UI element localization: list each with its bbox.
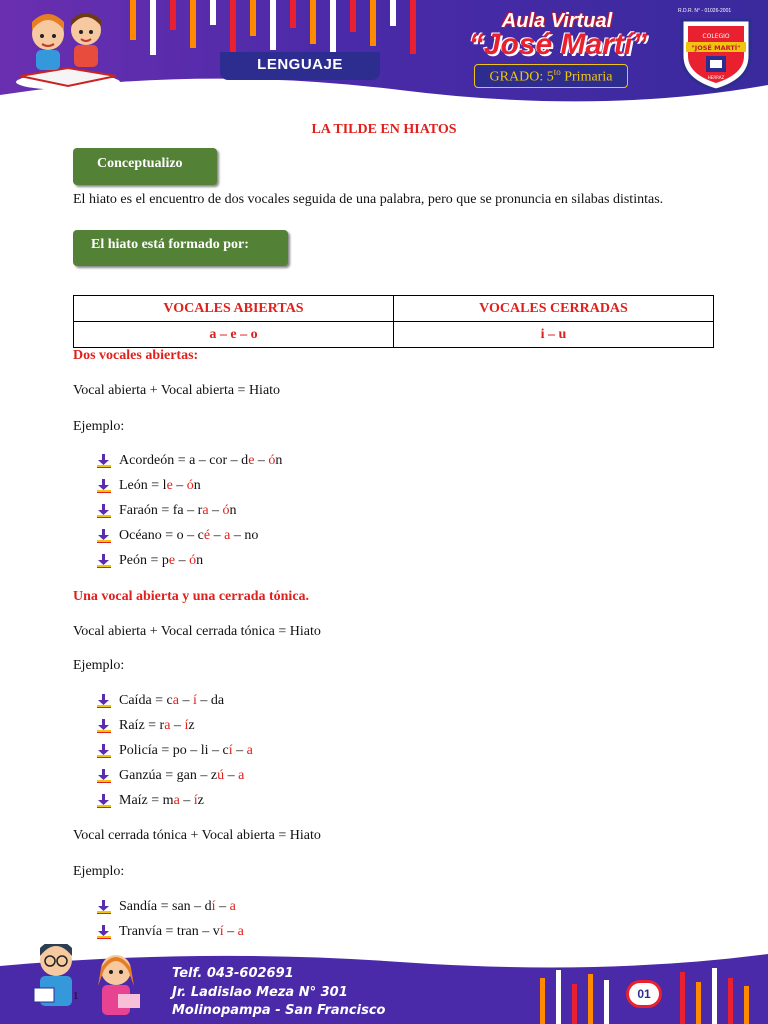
list-item-text: Acordeón = a – cor – de – ón	[119, 453, 283, 468]
list-item-text: Sandía = san – dí – a	[119, 899, 236, 914]
conceptualizo-label: Conceptualizo	[97, 156, 183, 171]
list-item	[97, 924, 244, 940]
arrow-bullet-icon	[97, 454, 111, 468]
page-number-badge	[626, 980, 662, 1008]
page-title: LA TILDE EN HIATOS	[311, 122, 457, 137]
list-item-text: Peón = pe – ón	[119, 553, 204, 568]
kids-footer-illustration	[20, 944, 160, 1024]
list-item	[97, 453, 282, 469]
list-item	[97, 899, 236, 915]
footer-district: Molinopampa - San Francisco	[172, 1003, 386, 1018]
school-crest-icon	[676, 16, 756, 92]
list-item	[97, 503, 237, 519]
school-name: “José Martí”	[468, 28, 648, 61]
list-item	[97, 478, 201, 494]
section1-heading: Dos vocales abiertas:	[73, 348, 199, 363]
svg-text:"JOSÉ MARTÍ": "JOSÉ MARTÍ"	[691, 44, 741, 52]
table-cell-cerradas: i – u	[394, 322, 714, 348]
list-item-text: Ganzúa = gan – zú – a	[119, 768, 245, 783]
table-header-abiertas: VOCALES ABIERTAS	[74, 296, 394, 322]
table-cell-abiertas: a – e – o	[74, 322, 394, 348]
definition-text: El hiato es el encuentro de dos vocales seguida de una palabra, pero que se pronuncia en silabas distintas.	[73, 192, 664, 207]
kids-reading-illustration	[8, 4, 128, 94]
section2-heading: Una vocal abierta y una cerrada tónica.	[73, 589, 310, 604]
arrow-bullet-icon	[97, 504, 111, 518]
formado-por-label: El hiato está formado por:	[91, 237, 249, 252]
list-item	[97, 793, 204, 809]
list-item	[97, 528, 258, 544]
formado-por-tag	[73, 230, 288, 266]
arrow-bullet-icon	[97, 794, 111, 808]
arrow-bullet-icon	[97, 925, 111, 939]
rdr-number: R.D.R. N° - 01026-2001	[678, 8, 732, 14]
list-item-text: Faraón = fa – ra – ón	[119, 503, 237, 518]
vowels-table	[73, 295, 714, 348]
list-item	[97, 718, 195, 734]
conceptualizo-tag	[73, 148, 217, 185]
list-item-text: León = le – ón	[119, 478, 201, 493]
section3-example-label: Ejemplo:	[73, 864, 125, 879]
list-item-text: Tranvía = tran – ví – a	[119, 924, 244, 939]
list-item-text: Raíz = ra – íz	[119, 718, 195, 733]
list-item-text: Maíz = ma – íz	[119, 793, 204, 808]
section1-example-label: Ejemplo:	[73, 419, 125, 434]
svg-text:HERRAZ: HERRAZ	[707, 75, 725, 80]
arrow-bullet-icon	[97, 719, 111, 733]
arrow-bullet-icon	[97, 694, 111, 708]
arrow-bullet-icon	[97, 900, 111, 914]
footer-address: Jr. Ladislao Meza N° 301	[172, 985, 348, 1000]
list-item	[97, 743, 253, 759]
grado-label: GRADO: $5^{to}$ Primaria	[489, 67, 613, 85]
section3-formula: Vocal cerrada tónica + Vocal abierta = Hiato	[73, 828, 321, 843]
page-header	[0, 0, 768, 105]
list-item	[97, 768, 244, 784]
section2-example-label: Ejemplo:	[73, 658, 125, 673]
arrow-bullet-icon	[97, 769, 111, 783]
arrow-bullet-icon	[97, 744, 111, 758]
arrow-bullet-icon	[97, 554, 111, 568]
table-row	[74, 322, 714, 348]
table-row	[74, 296, 714, 322]
list-item	[97, 553, 203, 569]
list-item	[97, 693, 224, 709]
table-header-cerradas: VOCALES CERRADAS	[394, 296, 714, 322]
section2-formula: Vocal abierta + Vocal cerrada tónica = Hiato	[73, 624, 321, 639]
page-number-small: 1	[73, 990, 79, 1002]
list-item-text: Océano = o – cé – a – no	[119, 528, 259, 543]
subject-label: LENGUAJE	[257, 56, 343, 73]
svg-text:COLEGIO: COLEGIO	[702, 33, 730, 40]
list-item-text: Policía = po – li – cí – a	[119, 743, 253, 758]
arrow-bullet-icon	[97, 479, 111, 493]
aula-virtual-label: Aula Virtual	[501, 10, 613, 32]
page-badge-label: 01	[637, 987, 651, 1001]
arrow-bullet-icon	[97, 529, 111, 543]
section1-formula: Vocal abierta + Vocal abierta = Hiato	[73, 383, 281, 398]
list-item-text: Caída = ca – í – da	[119, 693, 225, 708]
footer-phone: Telf. 043-602691	[172, 966, 294, 981]
